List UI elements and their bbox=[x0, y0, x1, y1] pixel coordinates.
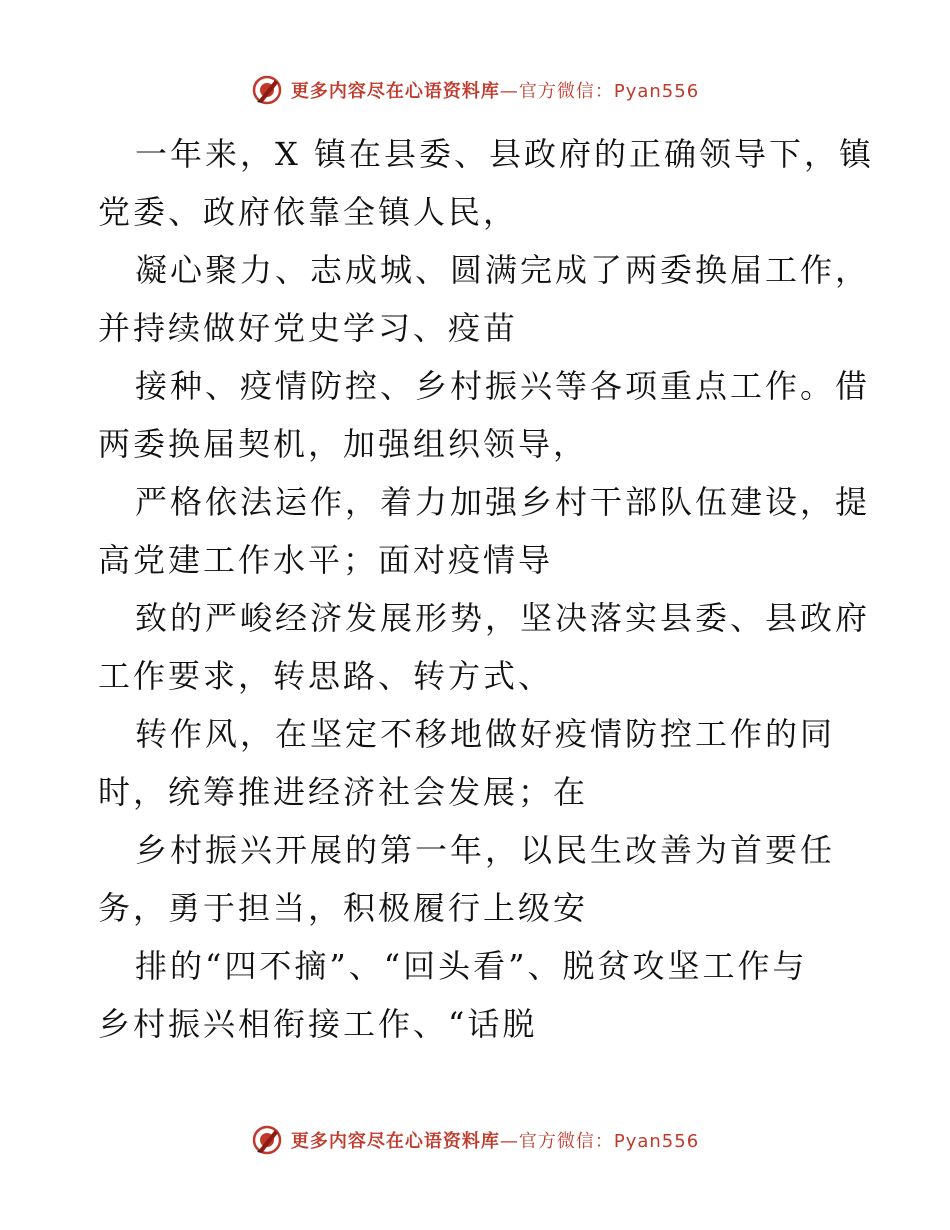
paragraph-line: 凝心聚力、志成城、圆满完成了两委换届工作， bbox=[135, 251, 871, 289]
banner-brand: 更多内容尽在心语资料库 bbox=[290, 81, 500, 102]
paragraph-line: 接种、疫情防控、乡村振兴等各项重点工作。借 bbox=[135, 367, 871, 405]
paragraph-line: 时，统筹推进经济社会发展；在 bbox=[98, 773, 589, 811]
paragraph-line: 党委、政府依靠全镇人民， bbox=[98, 193, 519, 231]
paragraph-line: 并持续做好党史学习、疫苗 bbox=[98, 309, 519, 347]
banner-text bbox=[291, 77, 699, 103]
header-banner bbox=[0, 70, 950, 110]
paragraph-line: 两委换届契机，加强组织领导， bbox=[98, 425, 589, 463]
paragraph-line: 转作风，在坚定不移地做好疫情防控工作的同 bbox=[135, 715, 836, 753]
pen-circle-logo-icon bbox=[251, 1124, 283, 1156]
paragraph-line: 一年来，X 镇在县委、县政府的正确领导下，镇 bbox=[135, 135, 874, 173]
paragraph-line: 致的严峻经济发展形势，坚决落实县委、县政府 bbox=[135, 599, 871, 637]
banner-dash: — bbox=[499, 1131, 519, 1152]
paragraph-line: 高党建工作水平；面对疫情导 bbox=[98, 541, 554, 579]
paragraph-line: 排的“四不摘”、“回头看”、脱贫攻坚工作与 bbox=[135, 947, 808, 985]
document-body bbox=[98, 125, 874, 1053]
paragraph-line: 工作要求，转思路、转方式、 bbox=[98, 657, 554, 695]
pen-circle-logo-icon bbox=[251, 74, 283, 106]
paragraph-line: 严格依法运作，着力加强乡村干部队伍建设，提 bbox=[135, 483, 871, 521]
banner-text bbox=[291, 1127, 699, 1153]
banner-wechat: 官方微信：Pyan556 bbox=[518, 1131, 700, 1152]
paragraph-line: 务，勇于担当，积极履行上级安 bbox=[98, 889, 589, 927]
banner-brand: 更多内容尽在心语资料库 bbox=[290, 1131, 500, 1152]
banner-dash: — bbox=[499, 81, 519, 102]
paragraph-line: 乡村振兴开展的第一年，以民生改善为首要任 bbox=[135, 831, 836, 869]
banner-wechat: 官方微信：Pyan556 bbox=[518, 81, 700, 102]
footer-banner bbox=[0, 1120, 950, 1160]
paragraph-line: 乡村振兴相衔接工作、“话脱 bbox=[98, 1005, 538, 1043]
